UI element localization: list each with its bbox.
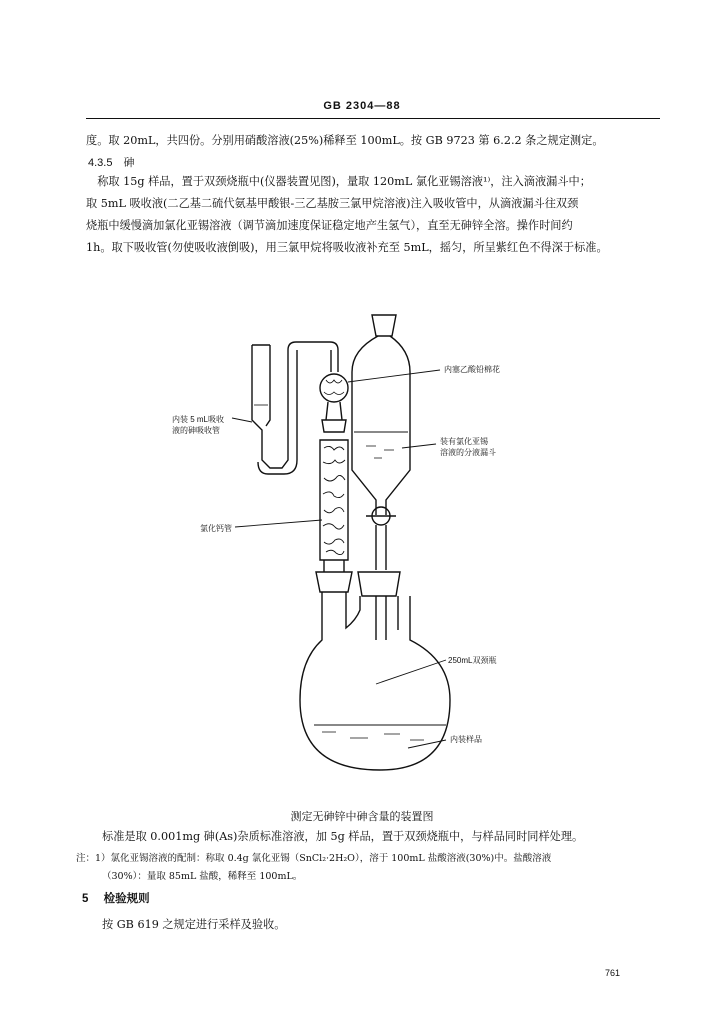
- label-cotton: 内塞乙酸铅棉花: [444, 365, 500, 374]
- label-cacl2: 氯化钙管: [200, 524, 232, 533]
- leader-lines: [232, 370, 446, 748]
- figure-caption: 测定无砷锌中砷含量的装置图: [290, 810, 434, 823]
- note-line-2: （30%）：量取 85mL 盐酸，稀释至 100mL。: [102, 871, 303, 882]
- two-neck-flask: [300, 592, 450, 770]
- section-5-number: 5: [82, 893, 89, 905]
- body-line-3: 称取 15g 样品，置于双颈烧瓶中(仪器装置见图)，量取 120mL 氯化亚锡溶液¹⁾，注入滴液漏斗中；: [86, 175, 591, 188]
- section-5-heading: [82, 890, 150, 906]
- label-flask: 250mL双颈瓶: [448, 656, 497, 665]
- body-line-5: 烧瓶中缓慢滴加氯化亚锡溶液（调节滴加速度保证稳定地产生氢气），直至无砷锌全溶。操作时间约: [86, 219, 573, 232]
- page-header: GB 2304—88: [323, 100, 401, 112]
- after-text: 标准是取 0.001mg 砷(As)杂质标准溶液，加 5g 样品，置于双颈烧瓶中，与样品同时同样处理。: [102, 830, 584, 843]
- absorption-tube: [252, 342, 338, 474]
- label-absorber-2: 液的砷吸收管: [172, 426, 220, 435]
- page-number: 761: [605, 968, 621, 978]
- note-line-1: 注：1）氯化亚锡溶液的配制：称取 0.4g 氯化亚锡（SnCl₂·2H₂O），溶于 100mL 盐酸溶液(30%)中。盐酸溶液: [76, 853, 552, 864]
- section-4-3-5: 4.3.5 砷: [88, 157, 135, 169]
- section-5-title: 检验规则: [103, 893, 150, 905]
- label-absorber-1: 内装 5 mL吸收: [172, 415, 225, 424]
- body-line-4: 取 5mL 吸收液(二乙基二硫代氨基甲酸银-三乙基胺三氯甲烷溶液)注入吸收管中，从滴液漏斗往双颈: [86, 197, 579, 210]
- body-line-6: 1h。取下吸收管(勿使吸收液倒吸)，用三氯甲烷将吸收液补充至 5mL，摇匀，所呈紫红色不得深于标准。: [86, 241, 608, 254]
- section-5-text: 按 GB 619 之规定进行采样及验收。: [102, 918, 286, 931]
- label-funnel-2: 溶液的分液漏斗: [440, 448, 496, 457]
- cacl2-tube: [316, 440, 352, 592]
- label-funnel-1: 装有氯化亚锡: [440, 437, 488, 446]
- label-sample: 内装样品: [450, 735, 482, 744]
- separatory-funnel: [352, 315, 410, 640]
- cotton-bulb: [320, 374, 348, 432]
- body-line-1: 度。取 20mL，共四份。分别用硝酸溶液(25%)稀释至 100mL。按 GB 9723 第 6.2.2 条之规定测定。: [86, 134, 604, 147]
